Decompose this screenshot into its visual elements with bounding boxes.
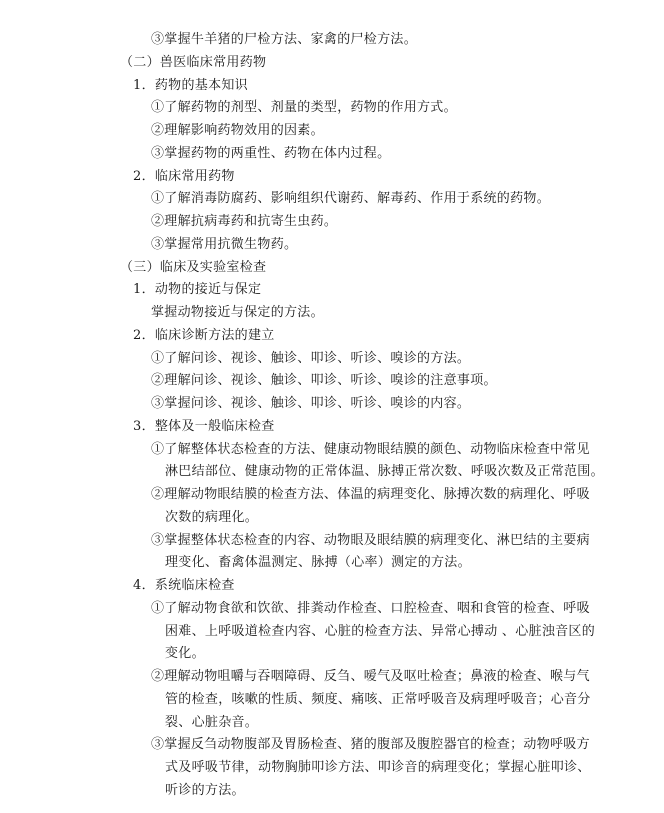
subsection-heading: 1．动物的接近与保定 [133,282,262,297]
text-line: 听诊的方法。 [165,783,245,798]
text-line: ①了解动物食欲和饮欲、排粪动作检查、口腔检查、咽和食管的检查、呼吸 [151,601,590,616]
text-line: 变化。 [165,646,205,661]
text-line: ③掌握问诊、视诊、触诊、叩诊、听诊、嗅诊的内容。 [151,396,471,411]
subsection-heading: 2．临床常用药物 [133,169,235,184]
text-line: ③掌握药物的两重性、药物在体内过程。 [151,146,391,161]
text-line: ②理解抗病毒药和抗寄生虫药。 [151,214,338,229]
text-line: 式及呼吸节律，动物胸肺叩诊方法、叩诊音的病理变化；掌握心脏叩诊、 [165,760,591,775]
subsection-heading: 4．系统临床检查 [133,578,235,593]
text-line: ①了解药物的剂型、剂量的类型，药物的作用方式。 [151,100,457,115]
subsection-heading: 3．整体及一般临床检查 [133,419,275,434]
text-line: ②理解影响药物效用的因素。 [151,123,324,138]
text-line: ②理解动物眼结膜的检查方法、体温的病理变化、脉搏次数的病理化、呼吸 [151,487,590,502]
section-heading: （三）临床及实验室检查 [120,260,267,275]
text-line: ③掌握常用抗微生物药。 [151,237,298,252]
section-heading: （二）兽医临床常用药物 [120,55,267,70]
text-line: 淋巴结部位、健康动物的正常体温、脉搏正常次数、呼吸次数及正常范围。 [165,464,604,479]
text-line: ③掌握牛羊猪的尸检方法、家禽的尸检方法。 [151,32,418,47]
text-line: 管的检查，咳嗽的性质、频度、痛咳、正常呼吸音及病理呼吸音；心音分 [165,692,591,707]
text-line: ③掌握反刍动物腹部及胃肠检查、猪的腹部及腹腔器官的检查；动物呼吸方 [151,737,590,752]
text-line: 裂、心脏杂音。 [165,715,259,730]
text-line: ①了解整体状态检查的方法、健康动物眼结膜的颜色、动物临床检查中常见 [151,442,590,457]
text-line: ③掌握整体状态检查的内容、动物眼及眼结膜的病理变化、淋巴结的主要病 [151,533,590,548]
text-line: 次数的病理化。 [165,510,259,525]
text-line: ①了解消毒防腐药、影响组织代谢药、解毒药、作用于系统的药物。 [151,191,551,206]
text-line: ②理解问诊、视诊、触诊、叩诊、听诊、嗅诊的注意事项。 [151,373,497,388]
text-line: 困难、上呼吸道检查内容、心脏的检查方法、异常心搏动 、心脏浊音区的 [165,624,596,639]
text-line: ②理解动物咀嚼与吞咽障碍、反刍、嗳气及呕吐检查；鼻液的检查、喉与气 [151,669,590,684]
subsection-heading: 1．药物的基本知识 [133,78,248,93]
text-line: 掌握动物接近与保定的方法。 [151,305,324,320]
subsection-heading: 2．临床诊断方法的建立 [133,328,275,343]
text-line: ①了解问诊、视诊、触诊、叩诊、听诊、嗅诊的方法。 [151,351,471,366]
text-line: 理变化、畜禽体温测定、脉搏（心率）测定的方法。 [165,555,471,570]
